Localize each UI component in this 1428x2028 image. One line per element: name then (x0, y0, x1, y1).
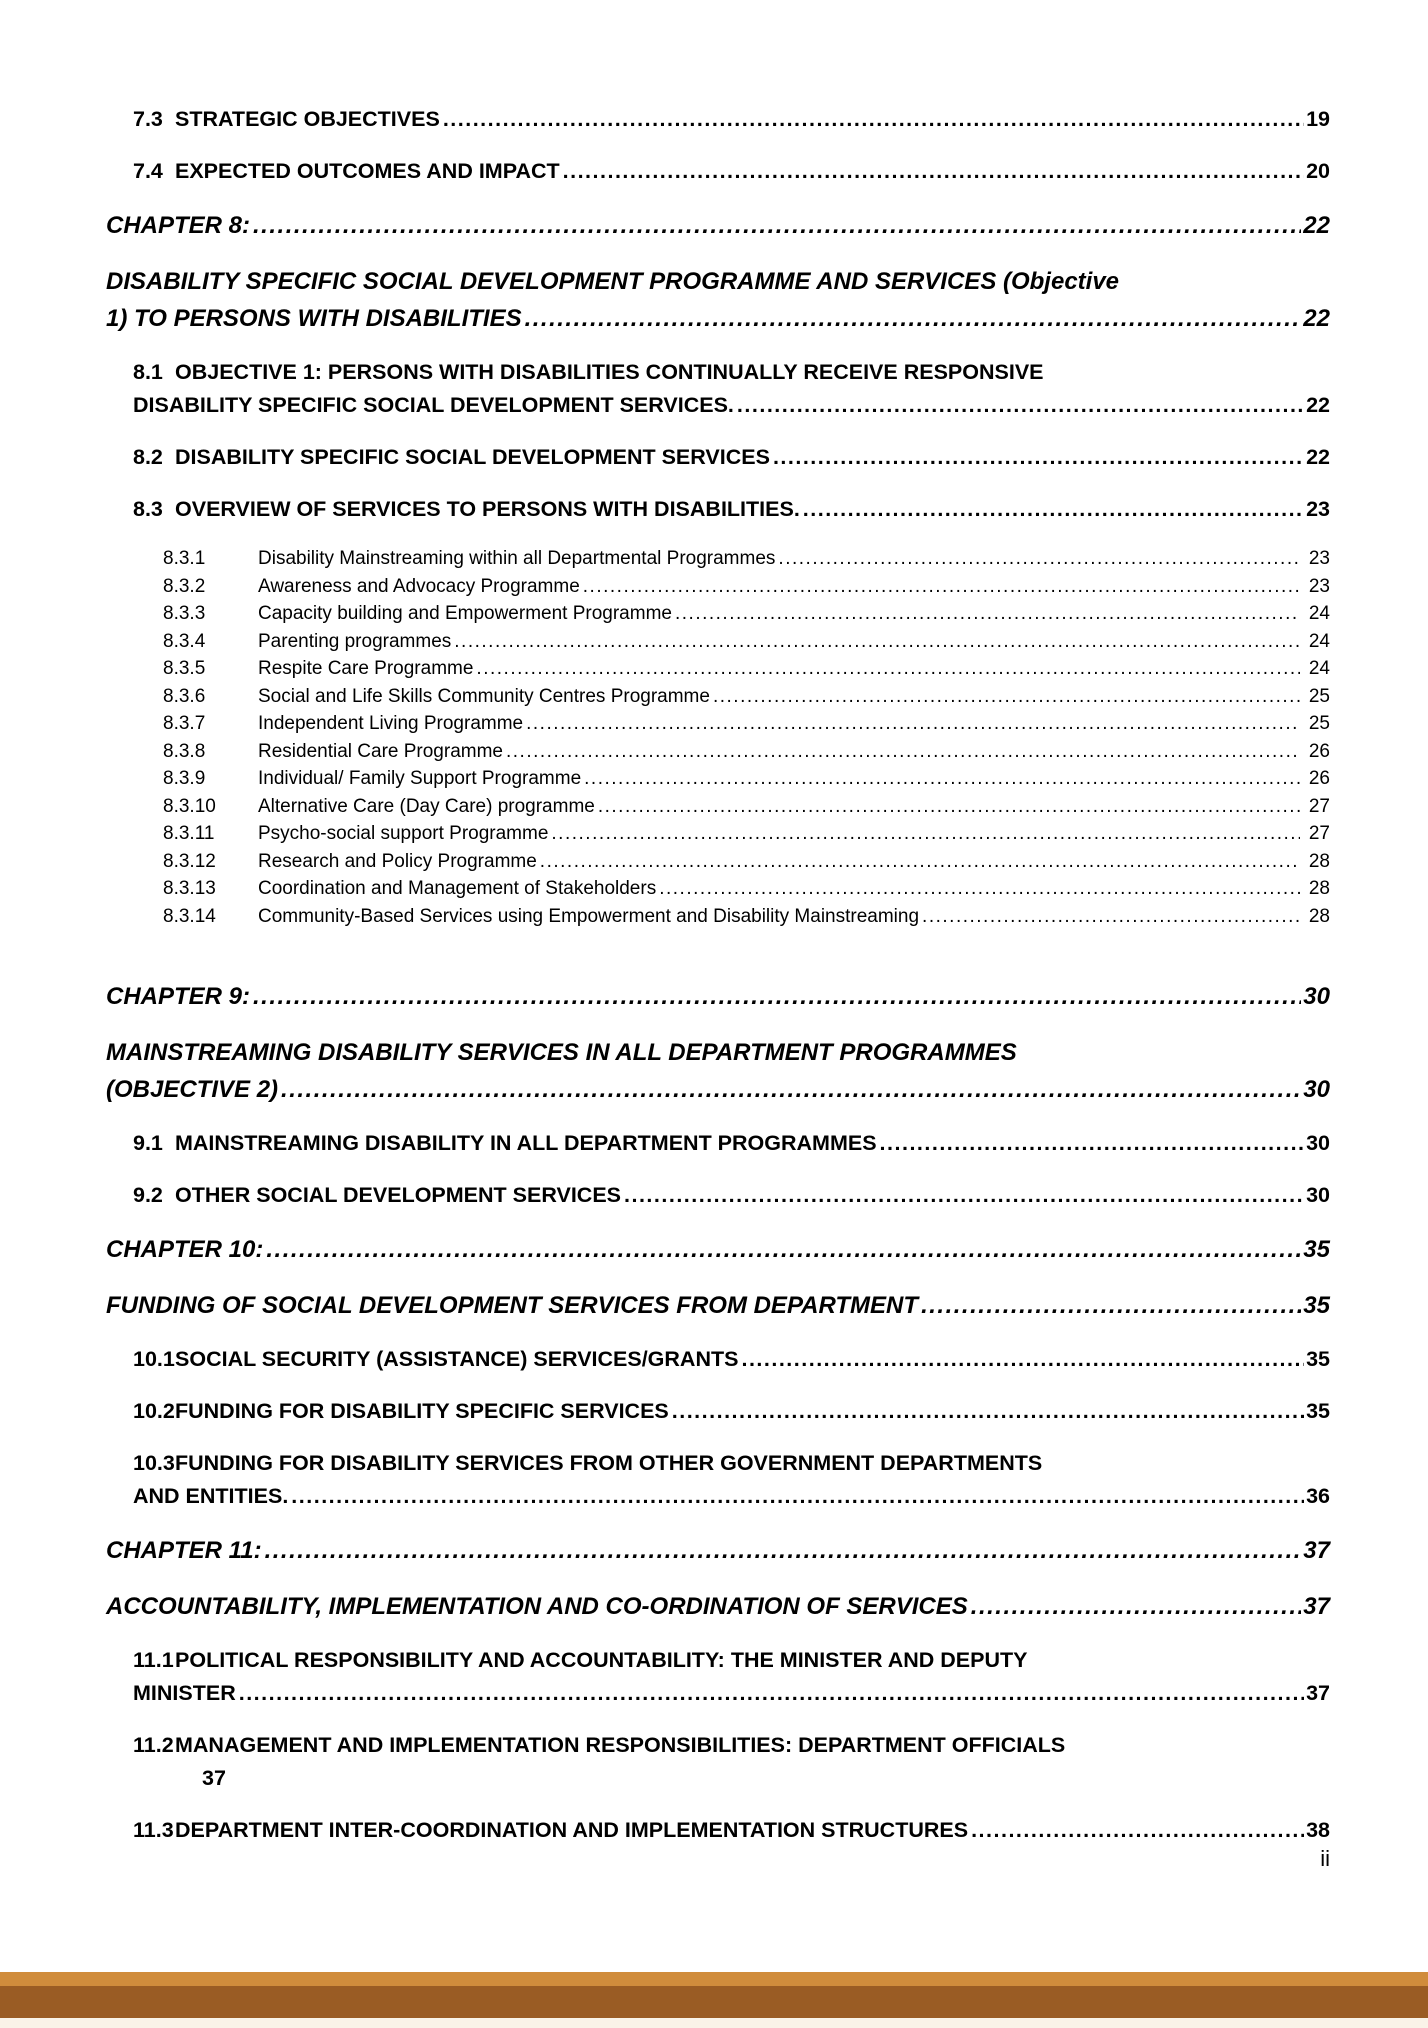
toc-entry-label: DISABILITY SPECIFIC SOCIAL DEVELOPMENT PROGRAMME AND SERVICES (Objective (106, 268, 1120, 295)
footer-page-number: ii (1320, 1846, 1330, 1871)
toc-entry-line (163, 793, 1330, 821)
toc-entry-line (133, 1395, 1330, 1428)
toc-entry-line (133, 1447, 1330, 1480)
toc-entry-number: 8.3.11 (163, 823, 215, 844)
toc-entry-page: 30 (1306, 1131, 1330, 1155)
dot-leader (922, 903, 1300, 931)
footer-band-light (0, 1972, 1428, 1986)
toc-entry-line (133, 1729, 1330, 1762)
toc-entry-number: 7.3 (133, 107, 163, 131)
toc-entry-8-3-13[interactable] (106, 875, 1330, 903)
toc-entry-9-2[interactable] (106, 1179, 1330, 1212)
toc-entry-10-1[interactable] (106, 1343, 1330, 1376)
toc-entry-label: Research and Policy Programme (258, 850, 537, 872)
toc-entry-label: ACCOUNTABILITY, IMPLEMENTATION AND CO-ORDINATION OF SERVICES (106, 1593, 968, 1620)
dot-leader (778, 545, 1299, 573)
toc-entry-line (133, 441, 1330, 474)
toc-entry-page: 37 (1306, 1681, 1330, 1705)
toc-entry-8-3-12[interactable] (106, 848, 1330, 876)
toc-entry-label: Social and Life Skills Community Centres Programme (258, 685, 710, 707)
toc-entry-label: DISABILITY SPECIFIC SOCIAL DEVELOPMENT SERVICES (175, 445, 770, 469)
toc-entry-label: SOCIAL SECURITY (ASSISTANCE) SERVICES/GRANTS (175, 1347, 739, 1371)
toc-entry-page: 27 (1308, 795, 1330, 817)
toc-entry-number: 8.3.3 (163, 603, 206, 624)
toc-entry-page: 38 (1306, 1818, 1330, 1842)
toc-entry-page: 23 (1306, 497, 1330, 521)
toc-entry-label: Respite Care Programme (258, 658, 474, 679)
toc-entry-line (133, 389, 1330, 422)
toc-entry-label: Capacity building and Empowerment Programme (258, 603, 672, 624)
toc-entry-label: Awareness and Advocacy Programme (258, 575, 580, 597)
toc-entry-line (106, 1532, 1330, 1569)
toc-entry-line (106, 1231, 1330, 1268)
toc-entry-number: 8.3.5 (163, 658, 206, 679)
toc-entry-number: 8.3.10 (163, 795, 216, 817)
toc-entry-label: CHAPTER 11: (106, 1537, 262, 1564)
dot-leader (713, 683, 1300, 711)
toc-entry-8-1[interactable] (106, 356, 1330, 422)
toc-entry-line (106, 207, 1330, 244)
toc-entry-line (163, 683, 1330, 711)
dot-leader (880, 1127, 1305, 1160)
dot-leader (551, 820, 1299, 848)
toc-entry-page: 36 (1306, 1484, 1330, 1508)
dot-leader (583, 573, 1300, 601)
toc-entry-line (163, 848, 1330, 876)
toc-entry-8-2[interactable] (106, 441, 1330, 474)
toc-entry-8-3-1[interactable] (106, 545, 1330, 573)
toc-entry-line (106, 300, 1330, 337)
toc-entry-page: 35 (1303, 1292, 1330, 1319)
toc-entry-number: 11.3 (133, 1818, 174, 1842)
toc-entry-8-3-6[interactable] (106, 683, 1330, 711)
toc-entry-line (133, 1343, 1330, 1376)
toc-entry-line (106, 1071, 1330, 1108)
toc-entry-label: EXPECTED OUTCOMES AND IMPACT (175, 159, 560, 183)
toc-entry-line (163, 765, 1330, 793)
dot-leader (737, 389, 1304, 422)
toc-entry-line (163, 655, 1330, 683)
toc-entry-number: 8.3.6 (163, 685, 206, 707)
dot-leader (563, 155, 1304, 188)
toc-entry-page: 30 (1303, 983, 1330, 1010)
toc-entry-number: 8.3.7 (163, 713, 206, 734)
toc-entry-page: 20 (1306, 159, 1330, 183)
dot-leader (253, 207, 1301, 244)
toc-entry-page: 22 (1303, 212, 1330, 239)
toc-entry-line (133, 493, 1330, 526)
toc-entry-line (163, 545, 1330, 573)
toc-entry-label: (OBJECTIVE 2) (106, 1076, 279, 1103)
toc-entry[interactable] (106, 207, 1330, 244)
toc-entry-page: 37 (1303, 1593, 1330, 1620)
toc-entry[interactable] (106, 1034, 1330, 1108)
toc-entry-number: 8.3.9 (163, 768, 206, 789)
toc-entry-11-1[interactable] (106, 1644, 1330, 1710)
toc-entry-line (163, 903, 1330, 931)
toc-entry-line (163, 875, 1330, 903)
toc-entry-8-3-4[interactable] (106, 628, 1330, 656)
toc-entry-label: STRATEGIC OBJECTIVES (175, 107, 440, 131)
toc-entry-page: 24 (1308, 603, 1330, 624)
dot-leader (476, 655, 1299, 683)
toc-entry-line (163, 710, 1330, 738)
toc-entry-line (163, 738, 1330, 766)
toc-entry-label: 1) TO PERSONS WITH DISABILITIES (106, 305, 522, 332)
toc-entry-number: 8.3.14 (163, 905, 216, 927)
toc-entry-number: 8.2 (133, 445, 163, 469)
dot-leader (239, 1677, 1304, 1710)
toc-entry-page: 26 (1308, 768, 1330, 789)
toc-entry[interactable] (106, 1287, 1330, 1324)
dot-leader (659, 875, 1300, 903)
toc-entry-label: DISABILITY SPECIFIC SOCIAL DEVELOPMENT SERVICES. (133, 393, 734, 417)
toc-entry-label: OBJECTIVE 1: PERSONS WITH DISABILITIES CONTINUALLY RECEIVE RESPONSIVE (175, 360, 1044, 384)
toc-entry[interactable] (106, 1532, 1330, 1569)
toc-entry-7-3[interactable] (106, 103, 1330, 136)
toc-entry-8-3-5[interactable] (106, 655, 1330, 683)
toc-entry-line (133, 103, 1330, 136)
toc-entry-8-3-14[interactable] (106, 903, 1330, 931)
dot-leader (291, 1480, 1304, 1513)
toc-entry-label: OTHER SOCIAL DEVELOPMENT SERVICES (175, 1183, 621, 1207)
toc-entry-number: 8.3.13 (163, 878, 216, 899)
toc-entry-line (163, 820, 1330, 848)
toc-entry-page: 26 (1308, 740, 1330, 762)
dot-leader (803, 493, 1304, 526)
dot-leader (584, 765, 1300, 793)
toc-entry-line (133, 1644, 1330, 1677)
toc-entry-label: Coordination and Management of Stakeholders (258, 878, 657, 899)
toc-entry-page: 22 (1306, 393, 1330, 417)
toc-entry-page: 37 (1303, 1537, 1330, 1564)
toc-entry-line (106, 263, 1330, 300)
toc-entry-number: 8.3.12 (163, 850, 216, 872)
toc-entry-page: 30 (1303, 1076, 1330, 1103)
dot-leader (971, 1814, 1304, 1847)
toc-entry-line (106, 1034, 1330, 1071)
toc-entry-label: CHAPTER 10: (106, 1236, 264, 1263)
toc-entry-page: 19 (1306, 107, 1330, 131)
toc-entry-label: MANAGEMENT AND IMPLEMENTATION RESPONSIBILITIES: DEPARTMENT OFFICIALS (175, 1733, 1066, 1757)
toc-entry-page: 22 (1306, 445, 1330, 469)
toc-entry-line (106, 1588, 1330, 1625)
toc-entry-8-3-10[interactable] (106, 793, 1330, 821)
toc-entry-page: 24 (1308, 658, 1330, 679)
toc-entry-page: 23 (1308, 548, 1330, 569)
toc-entry-11-3[interactable] (106, 1814, 1330, 1847)
dot-leader (506, 738, 1300, 766)
toc-entry-page: 22 (1303, 305, 1330, 332)
dot-leader (454, 628, 1300, 656)
toc-entry-label: Disability Mainstreaming within all Departmental Programmes (258, 548, 776, 569)
dot-leader (526, 710, 1300, 738)
toc-entry-label: Independent Living Programme (258, 713, 524, 734)
toc-entry-label: MINISTER (133, 1681, 236, 1705)
toc-entry-page: 35 (1306, 1347, 1330, 1371)
toc-entry-8-3-2[interactable] (106, 573, 1330, 601)
toc-entry-number: 9.2 (133, 1183, 163, 1207)
footer-band-pale (0, 2018, 1428, 2028)
toc-entry-8-3[interactable] (106, 493, 1330, 526)
toc-entry-number: 10.2 (133, 1399, 175, 1423)
dot-leader (624, 1179, 1304, 1212)
toc-entry-page: 30 (1306, 1183, 1330, 1207)
dot-leader (741, 1343, 1304, 1376)
dot-leader (598, 793, 1300, 821)
toc-entry-line (106, 1287, 1330, 1324)
toc-entry-8-3-3[interactable] (106, 600, 1330, 628)
toc-entry-line (133, 1480, 1330, 1513)
toc-entry-line (133, 1179, 1330, 1212)
toc-entry-number: 11.2 (133, 1733, 174, 1757)
toc-entry-line (133, 1677, 1330, 1710)
toc-entry[interactable] (106, 1231, 1330, 1268)
table-of-contents (106, 84, 1330, 1866)
toc-entry-8-3-11[interactable] (106, 820, 1330, 848)
toc-entry-page: 27 (1308, 823, 1330, 844)
toc-entry-line (163, 600, 1330, 628)
toc-entry-page: 35 (1306, 1399, 1330, 1423)
toc-entry-line (133, 155, 1330, 188)
toc-entry-number: 10.1 (133, 1347, 175, 1371)
dot-leader (675, 600, 1300, 628)
dot-leader (672, 1395, 1304, 1428)
toc-entry-label: MAINSTREAMING DISABILITY IN ALL DEPARTMENT PROGRAMMES (175, 1131, 877, 1155)
toc-entry-11-2[interactable] (106, 1729, 1330, 1795)
dot-leader (525, 300, 1302, 337)
toc-entry-label: Psycho-social support Programme (258, 823, 549, 844)
toc-entry-label: FUNDING FOR DISABILITY SPECIFIC SERVICES (175, 1399, 669, 1423)
toc-entry[interactable] (106, 1588, 1330, 1625)
toc-entry-page: 25 (1308, 685, 1330, 707)
toc-entry-7-4[interactable] (106, 155, 1330, 188)
toc-entry-label: Community-Based Services using Empowerment and Disability Mainstreaming (258, 905, 920, 927)
toc-entry-line (163, 628, 1330, 656)
toc-entry-10-3[interactable] (106, 1447, 1330, 1513)
toc-entry-number: 8.3 (133, 497, 163, 521)
toc-entry-number: 7.4 (133, 159, 163, 183)
toc-entry-number: 11.1 (133, 1648, 174, 1672)
toc-entry-label: MAINSTREAMING DISABILITY SERVICES IN ALL DEPARTMENT PROGRAMMES (106, 1039, 1017, 1066)
toc-entry-label: Parenting programmes (258, 630, 452, 652)
dot-leader (253, 978, 1301, 1015)
toc-entry-line (133, 1814, 1330, 1847)
toc-entry-number: 8.3.4 (163, 630, 206, 652)
toc-entry-label: CHAPTER 8: (106, 212, 251, 239)
toc-entry-number: 10.3 (133, 1451, 175, 1475)
toc-entry-number: 8.3.2 (163, 575, 206, 597)
toc-entry-number: 9.1 (133, 1131, 163, 1155)
toc-entry-8-3-7[interactable] (106, 710, 1330, 738)
toc-entry-page: 23 (1308, 575, 1330, 597)
toc-entry-page: 28 (1308, 850, 1330, 872)
toc-entry-line (106, 978, 1330, 1015)
toc-entry-label: AND ENTITIES. (133, 1484, 289, 1508)
dot-leader (921, 1287, 1301, 1324)
toc-entry-label: OVERVIEW OF SERVICES TO PERSONS WITH DISABILITIES. (175, 497, 800, 521)
dot-leader (540, 848, 1300, 876)
toc-entry-label: Alternative Care (Day Care) programme (258, 795, 595, 817)
toc-entry-8-3-9[interactable] (106, 765, 1330, 793)
toc-entry-page: 24 (1308, 630, 1330, 652)
toc-entry-line (133, 1127, 1330, 1160)
dot-leader (266, 1231, 1301, 1268)
toc-entry-label: FUNDING FOR DISABILITY SERVICES FROM OTHER GOVERNMENT DEPARTMENTS (175, 1451, 1043, 1475)
toc-entry-number: 8.3.1 (163, 548, 206, 569)
toc-entry-label: FUNDING OF SOCIAL DEVELOPMENT SERVICES FROM DEPARTMENT (106, 1292, 919, 1319)
dot-leader (281, 1071, 1301, 1108)
toc-entry-10-2[interactable] (106, 1395, 1330, 1428)
toc-entry-page: 35 (1303, 1236, 1330, 1263)
toc-entry-label: POLITICAL RESPONSIBILITY AND ACCOUNTABILITY: THE MINISTER AND DEPUTY (175, 1648, 1028, 1672)
footer-band-dark (0, 1986, 1428, 2018)
toc-entry-label: CHAPTER 9: (106, 983, 251, 1010)
toc-entry[interactable] (106, 978, 1330, 1015)
dot-leader (971, 1588, 1302, 1625)
toc-entry-page: 28 (1308, 905, 1330, 927)
toc-entry-label: Residential Care Programme (258, 740, 503, 762)
toc-entry-label: DEPARTMENT INTER-COORDINATION AND IMPLEMENTATION STRUCTURES (175, 1818, 969, 1842)
toc-entry-8-3-8[interactable] (106, 738, 1330, 766)
dot-leader (773, 441, 1304, 474)
toc-entry[interactable] (106, 263, 1330, 337)
toc-entry-number: 8.1 (133, 360, 163, 384)
toc-entry-9-1[interactable] (106, 1127, 1330, 1160)
toc-entry-line (133, 356, 1330, 389)
toc-entry-line (163, 573, 1330, 601)
dot-leader (265, 1532, 1302, 1569)
toc-entry-page: 28 (1308, 878, 1330, 899)
dot-leader (443, 103, 1304, 136)
toc-entry-number: 8.3.8 (163, 740, 206, 762)
toc-entry-page: 25 (1308, 713, 1330, 734)
toc-entry-label: Individual/ Family Support Programme (258, 768, 582, 789)
toc-entry-page: 37 (202, 1766, 226, 1790)
